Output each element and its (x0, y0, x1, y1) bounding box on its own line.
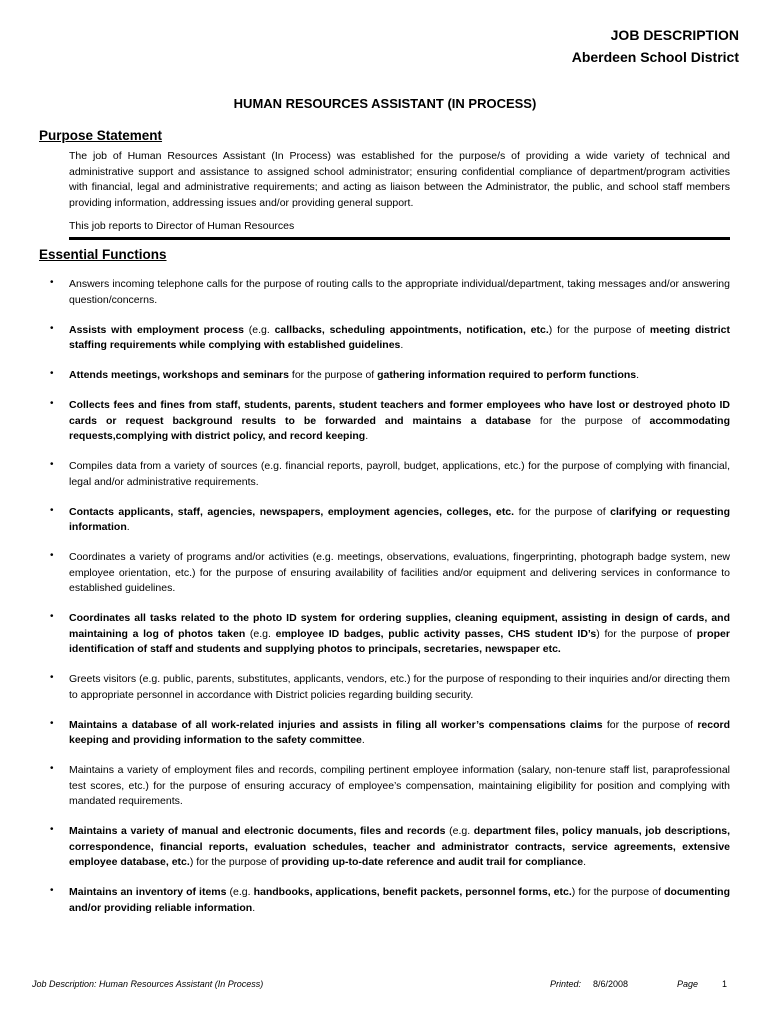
function-text: for the purpose of (514, 505, 611, 518)
function-text-bold: employee ID badges, public activity passes, CHS student ID’s (275, 627, 597, 640)
function-item (50, 459, 730, 490)
function-text: for the purpose of (530, 414, 650, 427)
function-text-bold: gathering information required to perform functions (377, 369, 637, 381)
function-item (50, 368, 730, 384)
function-text-bold: Maintains an inventory of items (69, 886, 227, 898)
header-district: Aberdeen School District (571, 49, 739, 65)
function-text: (e.g. (243, 323, 275, 336)
function-text: . (252, 901, 256, 914)
function-text: . (361, 734, 365, 746)
purpose-paragraph: The job of Human Resources Assistant (In Process) was established for the purpose/s of providing a wide variety of technical and administrative support and assistance to assigned school administrator; ensuring confidential compliance of department/program activities with financial, legal and administrative requirements; and acting as liaison between the Administrator, the public, and school staff members providing information, addressing issues and/or providing general support. (69, 150, 730, 209)
function-item (50, 505, 730, 536)
footer-page-number: 1 (722, 979, 728, 989)
function-text: Maintains a variety of employment files and records, compiling pertinent employee information (salary, non-tenure staff list, paraprofessional test scores, etc.) for the purpose of ensuring accuracy of employee’s compensation, maintaining eligibility for position and complying with mandated requirements. (69, 764, 730, 807)
header-title: JOB DESCRIPTION (610, 27, 739, 43)
function-text: . (636, 369, 640, 381)
function-text-bold: accommodating requests,complying with district policy, and record keeping (69, 414, 731, 442)
function-item (50, 323, 730, 354)
section-divider (69, 237, 730, 240)
functions-heading: Essential Functions (39, 247, 167, 262)
job-title: HUMAN RESOURCES ASSISTANT (IN PROCESS) (233, 96, 537, 111)
function-text-bold: department files, policy manuals, job descriptions, correspondence, financial reports, evaluation schedules, teacher and administrator contracts, service agreements, extensive employee database, etc. (69, 825, 730, 868)
function-item (50, 885, 730, 916)
reports-to-line: This job reports to Director of Human Resources (69, 220, 295, 232)
function-text: ) for the purpose of (548, 323, 650, 336)
purpose-heading: Purpose Statement (39, 128, 163, 143)
function-text-bold: Assists with employment process (69, 323, 244, 336)
function-text: (e.g. (445, 825, 474, 837)
function-text-bold: providing up-to-date reference and audit trail for compliance (281, 856, 584, 868)
function-text: (e.g. (226, 886, 254, 898)
function-item (50, 672, 730, 703)
function-text-bold: documenting and/or providing reliable information (69, 886, 730, 914)
function-text-bold: proper identification of staff and students and supplying photos to principals, secretaries, newspaper etc. (69, 627, 730, 655)
function-text-bold: Attends meetings, workshops and seminars (69, 369, 289, 381)
function-text: . (583, 856, 586, 868)
function-item (50, 824, 730, 871)
function-item (50, 611, 730, 658)
function-text: . (126, 521, 130, 533)
function-item (50, 398, 730, 445)
functions-list (50, 277, 730, 931)
function-text-bold: Maintains a database of all work-related injuries and assists in filing all worker’s compensations claims (69, 718, 603, 731)
function-text: for the purpose of (602, 718, 698, 731)
function-text: ) for the purpose of (571, 886, 665, 898)
function-text: for the purpose of (288, 369, 378, 381)
function-text-bold: callbacks, scheduling appointments, notification, etc. (274, 323, 549, 336)
function-item (50, 718, 730, 749)
function-text-bold: clarifying or requesting information (69, 505, 730, 533)
document-header (572, 26, 739, 67)
function-text: (e.g. (245, 627, 276, 640)
function-item (50, 550, 730, 597)
function-text-bold: meeting district staffing requirements while complying with established guidelines (69, 323, 730, 351)
function-text: . (365, 430, 369, 442)
function-text: ) for the purpose of (189, 856, 282, 868)
footer-printed-label: Printed: (550, 979, 582, 989)
function-text-bold: Maintains a variety of manual and electronic documents, files and records (69, 825, 446, 837)
function-text-bold: record keeping and providing information to the safety committee (69, 718, 731, 746)
function-text-bold: Collects fees and fines from staff, students, parents, student teachers and former employees who have lost or destroyed photo ID cards or request background results to be forwarded and maintains a database (69, 399, 730, 427)
function-text-bold: handbooks, applications, benefit packets, personnel forms, etc. (253, 886, 572, 898)
function-text: Compiles data from a variety of sources (e.g. financial reports, payroll, budget, applications, etc.) for the purpose of complying with financial, legal and/or administrative requirements. (69, 460, 730, 488)
function-text: ) for the purpose of (596, 627, 697, 640)
footer-page-label: Page (677, 979, 699, 989)
function-item (50, 763, 730, 810)
footer-printed-date: 8/6/2008 (593, 979, 629, 989)
function-item (50, 277, 730, 308)
footer-doc-label: Job Description: Human Resources Assistant (In Process) (32, 979, 264, 989)
function-text: Answers incoming telephone calls for the purpose of routing calls to the appropriate individual/department, taking messages and/or answering question/concerns. (69, 278, 730, 306)
function-text: Coordinates a variety of programs and/or activities (e.g. meetings, observations, evaluations, fingerprinting, photograph badge system, new employee orientation, etc.) for the purpose of ensuring availability of facilities and/or equipment and delivering services in conformance to established guidelines. (69, 551, 730, 594)
function-text-bold: Coordinates all tasks related to the photo ID system for ordering supplies, cleaning equipment, assisting in design of cards, and maintaining a log of photos taken (69, 612, 730, 640)
function-text: Greets visitors (e.g. public, parents, substitutes, applicants, vendors, etc.) for the purpose of responding to their inquiries and/or directing them to appropriate personnel in accordance with District policies regarding building security. (69, 673, 730, 701)
function-text-bold: Contacts applicants, staff, agencies, newspapers, employment agencies, colleges, etc. (69, 505, 515, 518)
function-text: . (400, 339, 404, 351)
